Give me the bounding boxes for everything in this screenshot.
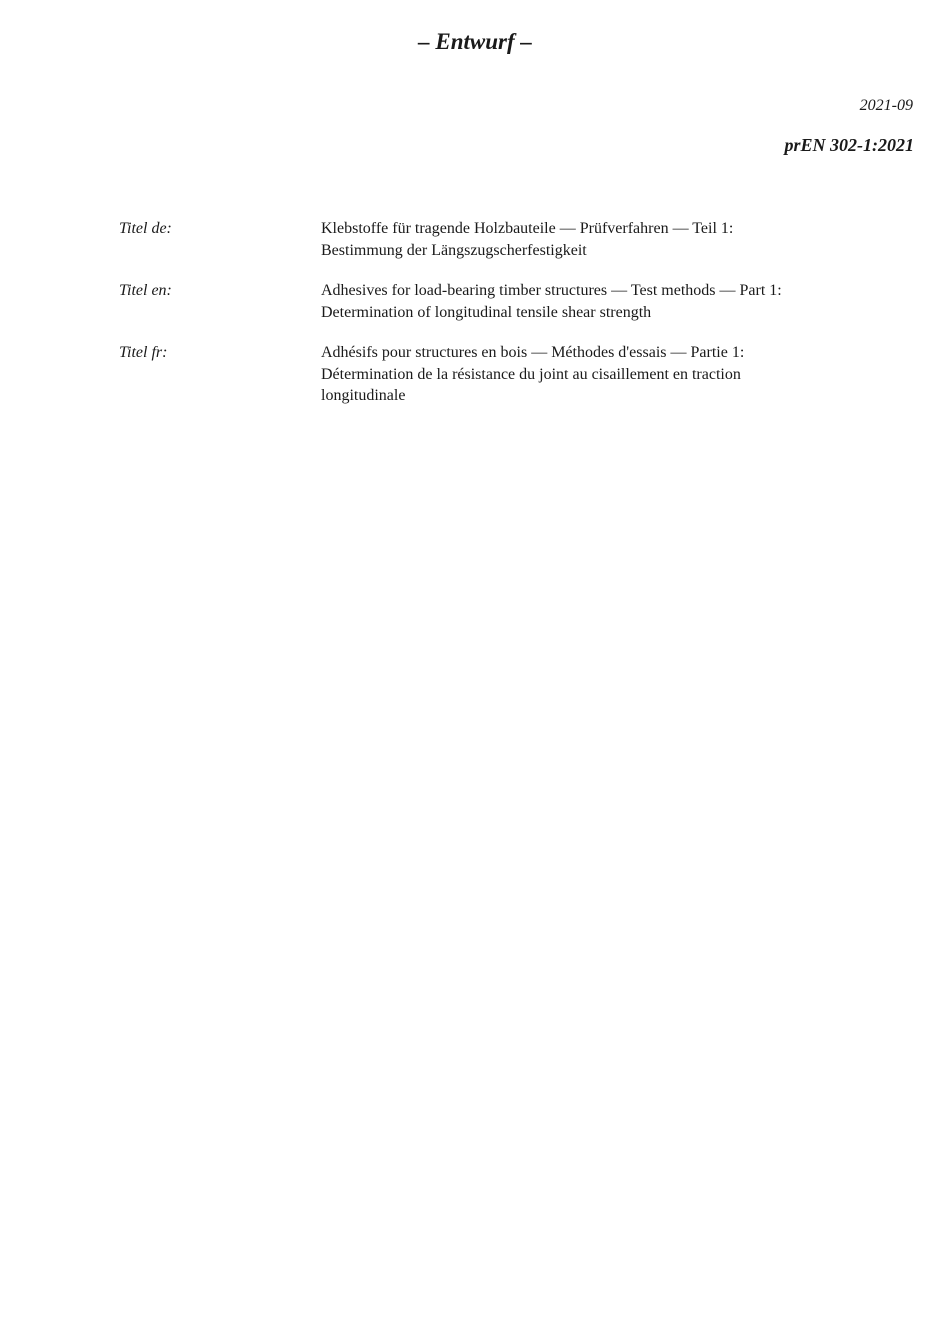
title-line: Détermination de la résistance du joint au cisaillement en traction xyxy=(321,365,741,383)
title-row-fr xyxy=(119,342,914,407)
document-number: prEN 302-1:2021 xyxy=(784,135,914,155)
title-row-de xyxy=(119,218,914,261)
title-row-label-de: Titel de: xyxy=(119,220,172,237)
title-row-value-en xyxy=(321,280,914,323)
document-date: 2021-09 xyxy=(859,97,913,114)
title-row-en xyxy=(119,280,914,323)
title-row-value-de xyxy=(321,218,914,261)
title-row-label-en: Titel en: xyxy=(119,282,172,299)
title-line: Bestimmung der Längszugscherfestigkeit xyxy=(321,241,587,259)
draft-banner: – Entwurf – xyxy=(418,29,532,54)
title-line: Determination of longitudinal tensile shear strength xyxy=(321,303,652,321)
title-line: Klebstoffe für tragende Holzbauteile — Prüfverfahren — Teil 1: xyxy=(321,220,734,237)
title-row-label-fr: Titel fr: xyxy=(119,344,168,361)
title-line: Adhésifs pour structures en bois — Méthodes d'essais — Partie 1: xyxy=(321,344,745,361)
title-row-value-fr xyxy=(321,342,914,407)
title-line: Adhesives for load-bearing timber structures — Test methods — Part 1: xyxy=(321,282,782,299)
title-table xyxy=(119,218,914,426)
title-line: longitudinale xyxy=(321,387,406,404)
